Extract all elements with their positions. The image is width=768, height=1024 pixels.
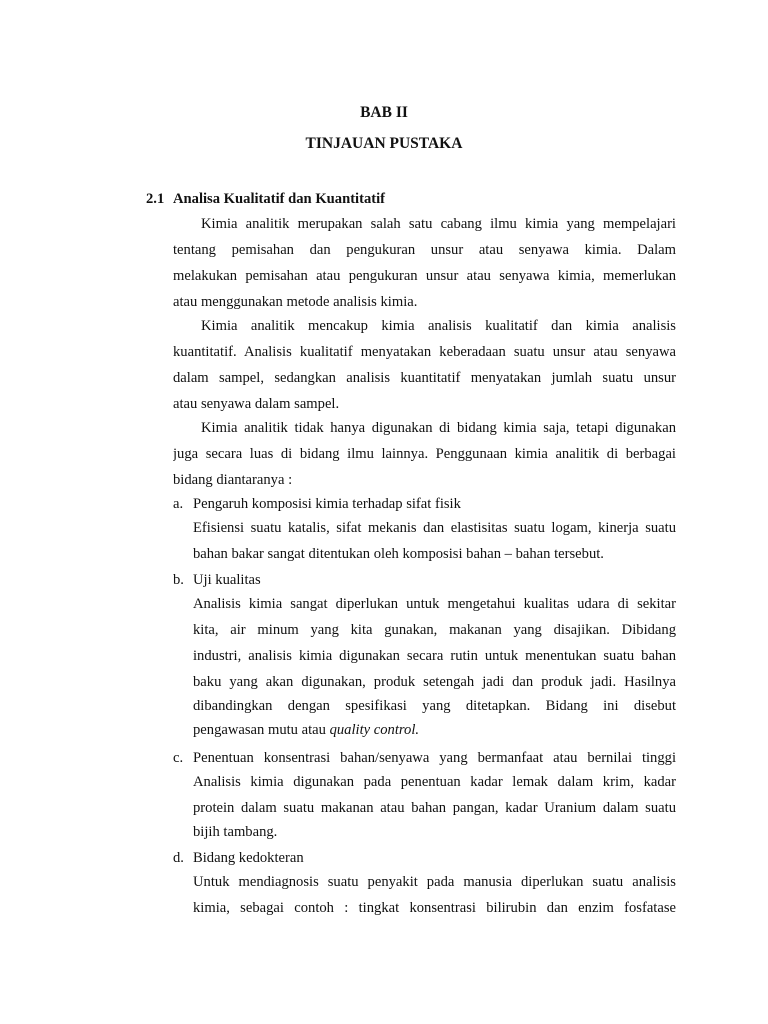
paragraph-line: juga secara luas di bidang ilmu lainnya. Penggunaan kimia analitik di berbagai — [173, 446, 676, 462]
list-item-heading: Bidang kedokteran — [193, 850, 304, 866]
section-number: 2.1 — [146, 191, 165, 207]
list-item-label: b. — [173, 572, 184, 588]
list-item-line-mixed — [193, 721, 419, 739]
list-item-line: kimia, sebagai contoh : tingkat konsentrasi bilirubin dan enzim fosfatase — [193, 900, 676, 916]
list-item-line: bijih tambang. — [193, 824, 278, 840]
list-item-line: Efisiensi suatu katalis, sifat mekanis dan elastisitas suatu logam, kinerja suatu — [193, 520, 676, 536]
list-item-heading: Pengaruh komposisi kimia terhadap sifat fisik — [193, 496, 461, 512]
section-title: Analisa Kualitatif dan Kuantitatif — [173, 191, 386, 207]
list-item-line: pengawasan mutu atau — [193, 722, 330, 738]
paragraph-line: tentang pemisahan dan pengukuran unsur atau senyawa kimia. Dalam — [173, 242, 676, 258]
section-heading — [146, 191, 385, 208]
list-item-line: dibandingkan dengan spesifikasi yang ditetapkan. Bidang ini disebut — [193, 698, 676, 714]
list-item-line: bahan bakar sangat ditentukan oleh komposisi bahan – bahan tersebut. — [193, 546, 604, 562]
chapter-number: BAB II — [360, 104, 408, 121]
paragraph-line: dalam sampel, sedangkan analisis kuantitatif menyatakan jumlah suatu unsur — [173, 370, 676, 386]
italic-term: quality control. — [329, 722, 420, 738]
paragraph-line: kuantitatif. Analisis kualitatif menyatakan keberadaan suatu unsur atau senyawa — [173, 344, 676, 360]
list-item-heading: Penentuan konsentrasi bahan/senyawa yang bermanfaat atau bernilai tinggi — [193, 750, 676, 766]
paragraph-line: bidang diantaranya : — [173, 472, 293, 488]
paragraph-line: Kimia analitik tidak hanya digunakan di bidang kimia saja, tetapi digunakan — [201, 420, 676, 436]
chapter-title: TINJAUAN PUSTAKA — [305, 135, 463, 152]
list-item-label: a. — [173, 496, 184, 512]
list-item-line: Analisis kimia digunakan pada penentuan kadar lemak dalam krim, kadar — [193, 774, 676, 790]
list-item-line: industri, analisis kimia digunakan secara rutin untuk menentukan suatu bahan — [193, 648, 676, 664]
list-item-heading: Uji kualitas — [193, 572, 261, 588]
paragraph-line: atau senyawa dalam sampel. — [173, 396, 340, 412]
paragraph-line: melakukan pemisahan atau pengukuran unsur atau senyawa kimia, memerlukan — [173, 268, 676, 284]
list-item-line: kita, air minum yang kita gunakan, makanan yang disajikan. Dibidang — [193, 622, 676, 638]
paragraph-line: Kimia analitik merupakan salah satu cabang ilmu kimia yang mempelajari — [201, 216, 676, 232]
list-item-line: Analisis kimia sangat diperlukan untuk mengetahui kualitas udara di sekitar — [193, 596, 676, 612]
list-item-line: Untuk mendiagnosis suatu penyakit pada manusia diperlukan suatu analisis — [193, 874, 676, 890]
list-item-label: c. — [173, 750, 184, 766]
list-item-line: baku yang akan digunakan, produk setengah jadi dan produk jadi. Hasilnya — [193, 674, 676, 690]
list-item-label: d. — [173, 850, 184, 866]
list-item-line: protein dalam suatu makanan atau bahan pangan, kadar Uranium dalam suatu — [193, 800, 676, 816]
paragraph-line: atau menggunakan metode analisis kimia. — [173, 294, 418, 310]
paragraph-line: Kimia analitik mencakup kimia analisis kualitatif dan kimia analisis — [201, 318, 676, 334]
